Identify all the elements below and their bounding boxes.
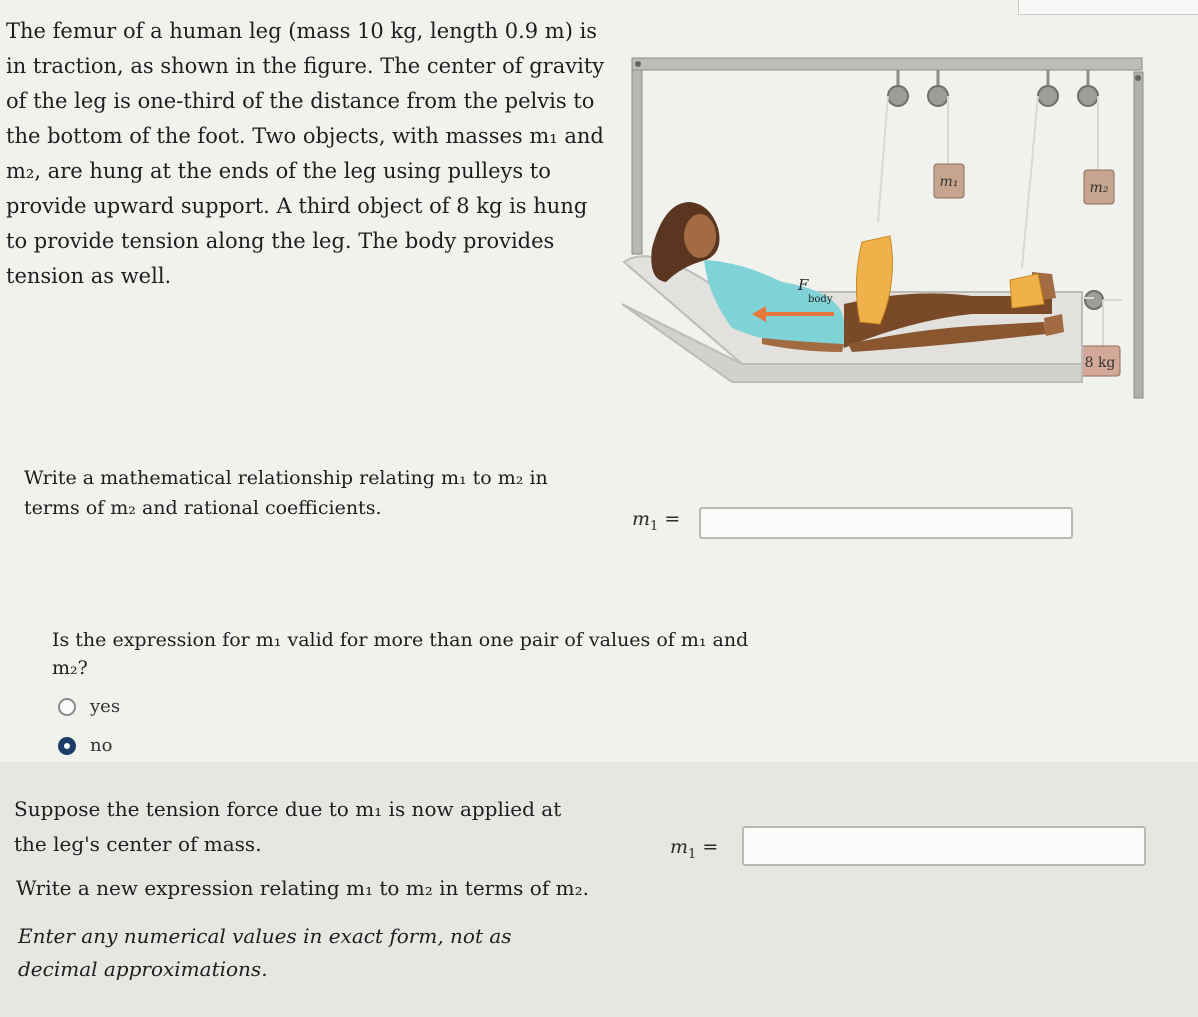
option-yes[interactable]	[58, 696, 120, 717]
problem-intro: The femur of a human leg (mass 10 kg, length 0.9 m) is in traction, as shown in the figure. The center of gravity of the leg is one-third of the distance from the pelvis to the bottom of the foot. Two objects, with masses m₁ and m₂, are hung at the ends of the leg using pulleys to provide upward support. A third object of 8 kg is hung to provide tension along the leg. The body provides tension as well.	[6, 19, 605, 288]
question1-text: Write a mathematical relationship relating m₁ to m₂ in terms of m₂ and rational coefficients.	[24, 467, 548, 519]
force-subscript: body	[808, 294, 833, 305]
answer2-input[interactable]	[742, 826, 1146, 866]
top-tab-bar[interactable]	[1018, 0, 1198, 15]
mass-8kg-label: 8 kg	[1084, 355, 1116, 371]
radio-no[interactable]	[58, 737, 76, 755]
option-no-label: no	[90, 735, 113, 756]
answer1-input[interactable]	[699, 507, 1073, 539]
question3-prompt: Write a new expression relating m₁ to m₂ in terms of m₂.	[16, 876, 589, 900]
question3-text: Suppose the tension force due to m₁ is now applied at the leg's center of mass.	[14, 797, 562, 856]
radio-yes[interactable]	[58, 698, 76, 716]
answer1-label: $m_1$ =	[632, 508, 681, 534]
mass-m1-label: m₁	[939, 174, 959, 190]
answer2-label: $m_1$ =	[670, 836, 719, 862]
question2-text: Is the expression for m₁ valid for more than one pair of values of m₁ and m₂?	[52, 629, 749, 679]
mass-m2-label: m₂	[1089, 180, 1109, 196]
option-no[interactable]	[58, 735, 112, 756]
force-label: F	[798, 276, 809, 294]
option-yes-label: yes	[90, 696, 121, 717]
traction-figure	[612, 52, 1172, 412]
exact-form-note: Enter any numerical values in exact form, not as decimal approximations.	[18, 924, 512, 981]
